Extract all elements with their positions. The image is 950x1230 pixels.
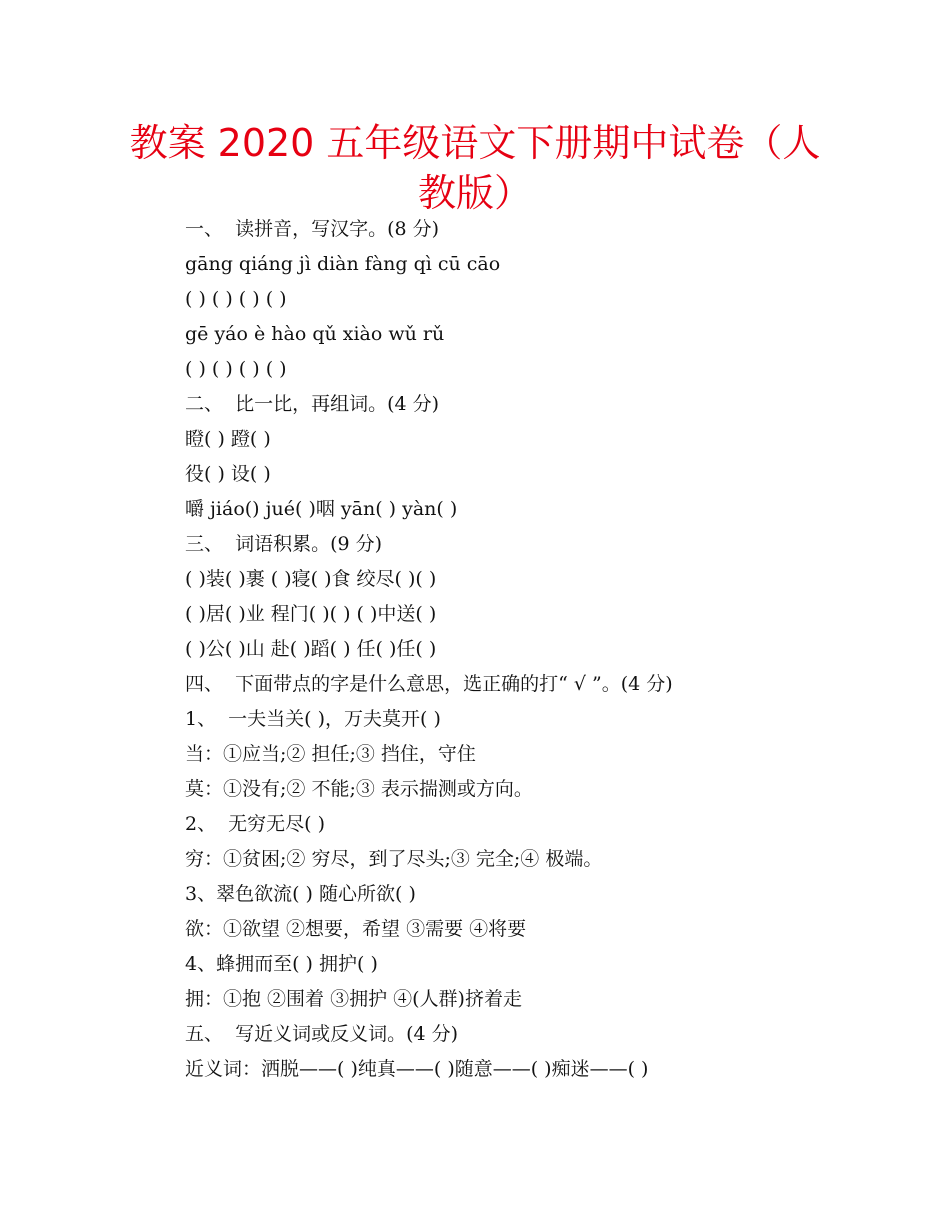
answer-blanks: ( ) ( ) ( ) ( ) xyxy=(185,288,287,310)
question-line: 役( ) 设( ) xyxy=(185,463,271,485)
pinyin-line: gē yáo è hào qǔ xiào wǔ rǔ xyxy=(185,323,445,345)
section-heading: 五、 写近义词或反义词。(4 分) xyxy=(185,1023,459,1045)
question-line: ( )装( )裹 ( )寝( )食 绞尽( )( ) xyxy=(185,568,437,590)
question-line: ( )居( )业 程门( )( ) ( )中送( ) xyxy=(185,603,437,625)
exam-body xyxy=(185,212,885,1087)
document-title: 教案 2020 五年级语文下册期中试卷（人教版） xyxy=(129,121,821,215)
question-line: 1、 一夫当关( )，万夫莫开( ) xyxy=(185,708,441,730)
definition-line: 莫：①没有;② 不能;③ 表示揣测或方向。 xyxy=(185,778,533,800)
question-line: ( )公( )山 赴( )蹈( ) 任( )任( ) xyxy=(185,638,437,660)
section-heading: 一、 读拼音，写汉字。(8 分) xyxy=(185,218,440,240)
section-heading: 三、 词语积累。(9 分) xyxy=(185,533,383,555)
pinyin-line: gāng qiáng jì diàn fàng qì cū cāo xyxy=(185,253,501,275)
section-heading: 二、 比一比，再组词。(4 分) xyxy=(185,393,440,415)
question-line: 4、蜂拥而至( ) 拥护( ) xyxy=(185,953,378,975)
definition-line: 拥：①抱 ②围着 ③拥护 ④(人群)挤着走 xyxy=(185,988,522,1010)
answer-blanks: ( ) ( ) ( ) ( ) xyxy=(185,358,287,380)
section-heading: 四、 下面带点的字是什么意思，选正确的打“ √ ”。(4 分) xyxy=(185,673,673,695)
question-line: 2、 无穷无尽( ) xyxy=(185,813,326,835)
definition-line: 穷：①贫困;② 穷尽，到了尽头;③ 完全;④ 极端。 xyxy=(185,848,603,870)
definition-line: 当：①应当;② 担任;③ 挡住，守住 xyxy=(185,743,476,765)
question-line: 瞪( ) 蹬( ) xyxy=(185,428,271,450)
question-line: 嚼 jiáo() jué( )咽 yān( ) yàn( ) xyxy=(185,498,458,520)
definition-line: 欲：①欲望 ②想要，希望 ③需要 ④将要 xyxy=(185,918,527,940)
question-line: 近义词：洒脱——( )纯真——( )随意——( )痴迷——( ) xyxy=(185,1058,649,1080)
question-line: 3、翠色欲流( ) 随心所欲( ) xyxy=(185,883,416,905)
